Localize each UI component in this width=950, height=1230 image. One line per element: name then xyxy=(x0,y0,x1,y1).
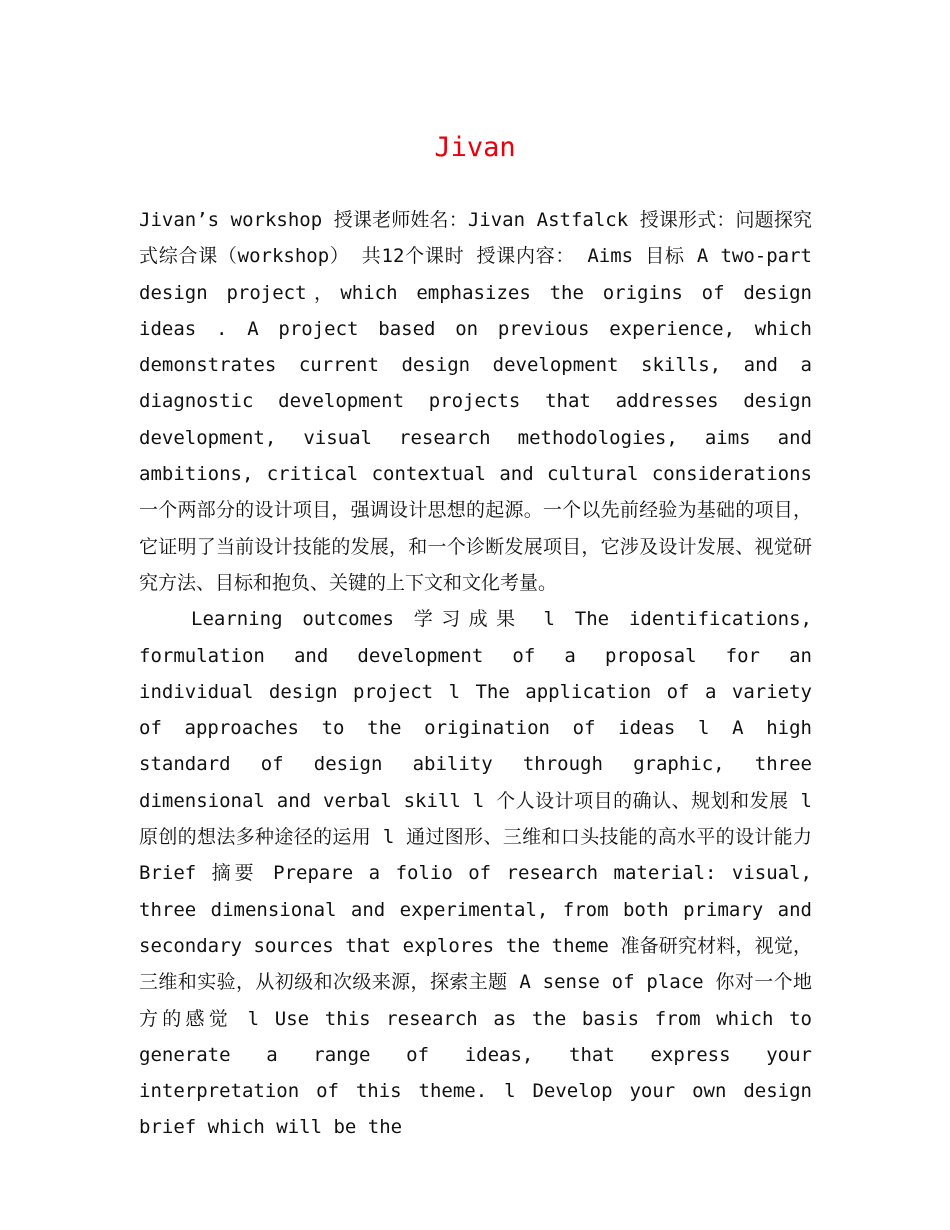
paragraph-aims: Jivan’s workshop 授课老师姓名：Jivan Astfalck 授课形式：问题探究式综合课（workshop） 共12个课时 授课内容： Aims 目标 A two-part design project，which emphasizes the origins of design ideas . A project based on previous experience, which demonstrates current design development skills, and a diagnostic development projects that addresses design development, visual research methodologies, aims and ambitions, critical contextual and cultural considerations 一个两部分的设计项目，强调设计思想的起源。一个以先前经验为基础的项目，它证明了当前设计技能的发展，和一个诊断发展项目，它涉及设计发展、视觉研究方法、目标和抱负、关键的上下文和文化考量。 xyxy=(139,209,812,594)
document-title: Jivan xyxy=(434,132,516,163)
paragraph-learning-outcomes: Learning outcomes 学习成果 l The identifications, formulation and development of a proposal for an individual design project l The application of a variety of approaches to the origination of ideas l A high standard of design ability through graphic, three dimensional and verbal skill l 个人设计项目的确认、规划和发展 l 原创的想法多种途径的运用 l 通过图形、三维和口头技能的高水平的设计能力 Brief 摘要 Prepare a folio of research material: visual, three dimensional and experimental, from both primary and secondary sources that explores the theme 准备研究材料，视觉，三维和实验，从初级和次级来源，探索主题 A sense of place 你对一个地方的感觉 l Use this research as the basis from which to generate a range of ideas, that express your interpretation of this theme. l Develop your own design brief which will be the xyxy=(139,608,812,1139)
document-body xyxy=(139,202,812,1146)
